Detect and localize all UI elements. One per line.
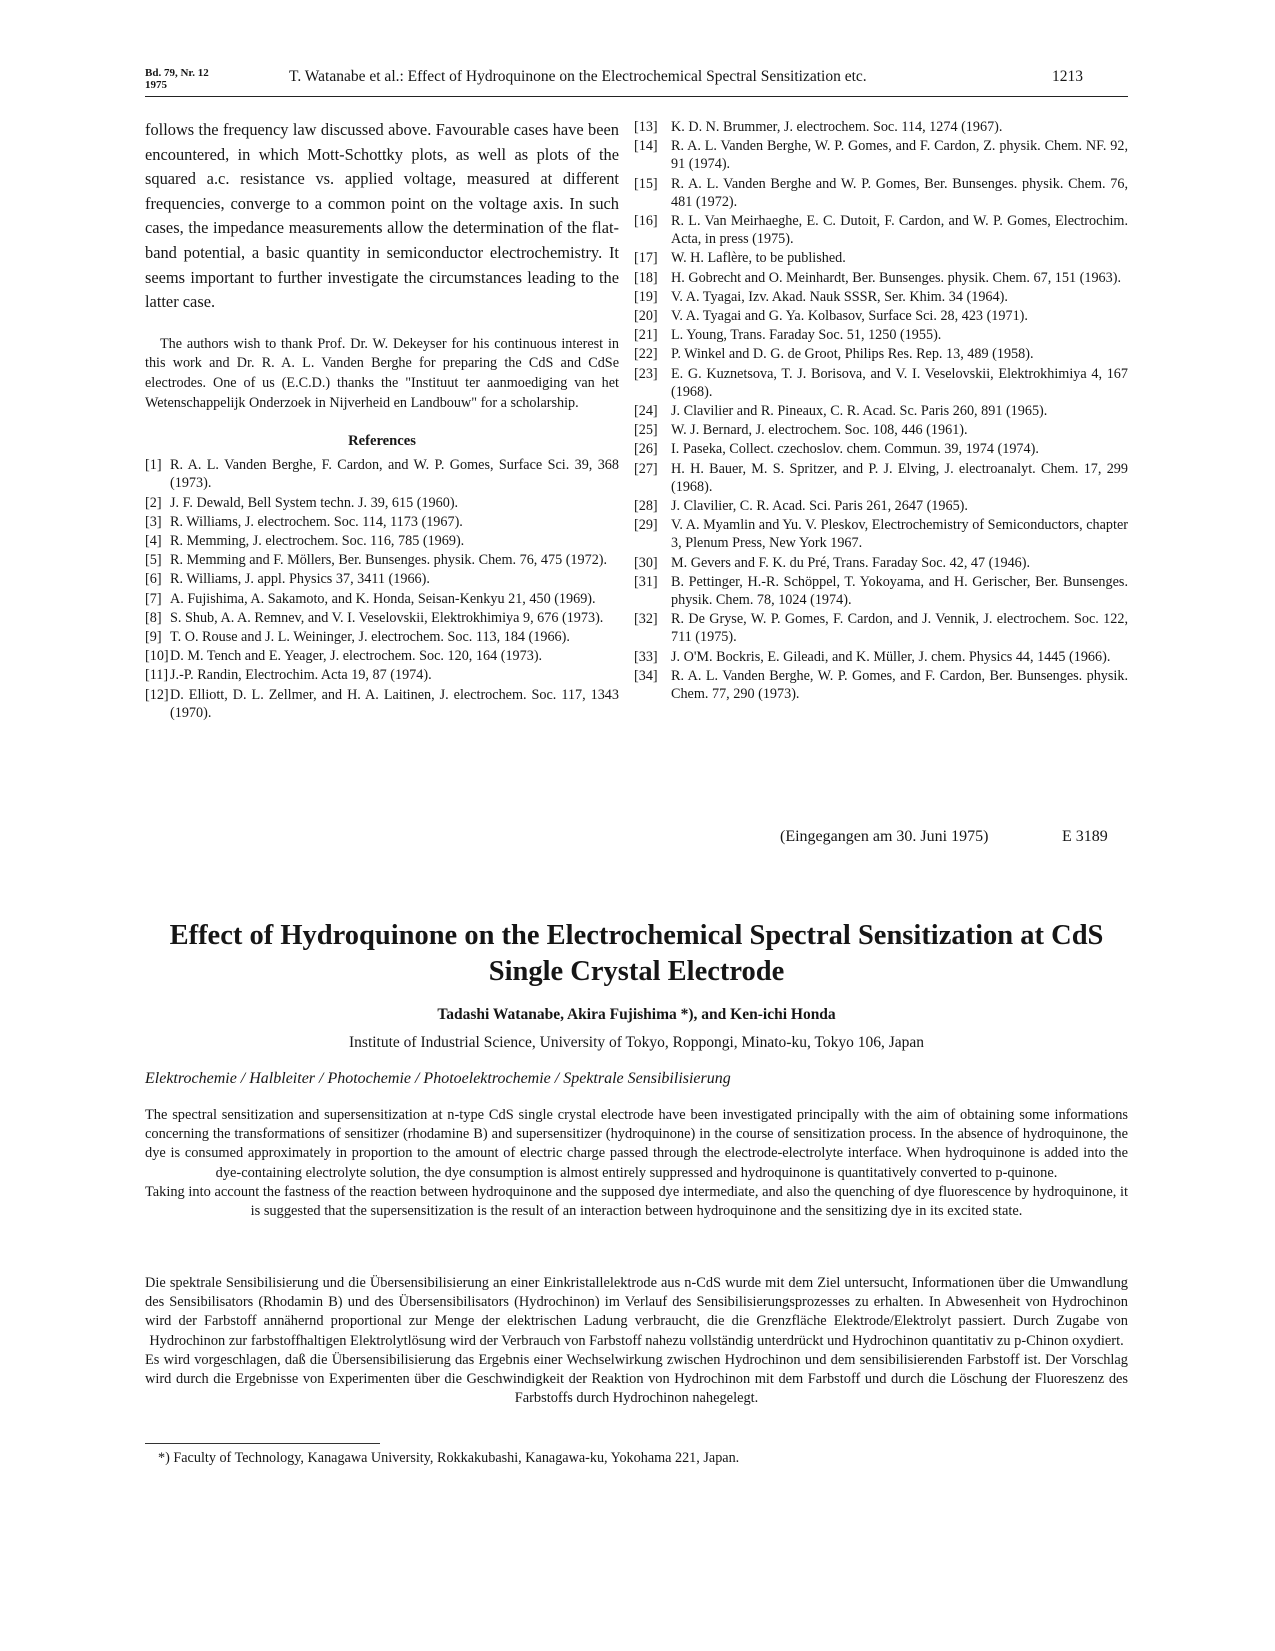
- reference-number: [32]: [634, 611, 658, 628]
- reference-text: B. Pettinger, H.-R. Schöppel, T. Yokoyama, and H. Gerischer, Ber. Bunsenges. physik. Chem. 78, 1024 (1974).: [671, 573, 1128, 609]
- reference-number: [33]: [634, 648, 658, 665]
- reference-item: [634, 440, 1128, 458]
- reference-text: R. De Gryse, W. P. Gomes, F. Cardon, and J. Vennik, J. electrochem. Soc. 122, 711 (1975).: [671, 611, 1128, 646]
- reference-text: R. A. L. Vanden Berghe and W. P. Gomes, Ber. Bunsenges. physik. Chem. 76, 481 (1972).: [671, 175, 1128, 210]
- reference-item: [634, 497, 1128, 515]
- reference-number: [17]: [634, 250, 658, 267]
- reference-text: J. O'M. Bockris, E. Gileadi, and K. Müller, J. chem. Physics 44, 1445 (1966).: [671, 648, 1111, 665]
- reference-number: [2]: [145, 494, 162, 511]
- reference-number: [24]: [634, 403, 658, 420]
- reference-item: [634, 345, 1128, 363]
- footnote: *) Faculty of Technology, Kanagawa University, Rokkakubashi, Kanagawa-ku, Yokohama 221, Japan.: [158, 1450, 740, 1466]
- reference-number: [18]: [634, 269, 658, 286]
- reference-number: [19]: [634, 288, 658, 305]
- reference-list-left: [145, 456, 619, 722]
- reference-item: [145, 647, 619, 665]
- reference-number: [15]: [634, 175, 658, 192]
- reference-number: [9]: [145, 628, 162, 645]
- reference-item: [634, 249, 1128, 267]
- reference-item: [634, 460, 1128, 496]
- reference-item: [634, 212, 1128, 248]
- article-authors: Tadashi Watanabe, Akira Fujishima *), and Ken-ichi Honda: [437, 1006, 836, 1023]
- previous-article-body: follows the frequency law discussed above. Favourable cases have been encountered, in which Mott-Schottky plots, as well as plots of the squared a.c. resistance vs. applied voltage, measured at different frequencies, converge to a common point on the voltage axis. In such cases, the impedance measurements allow the determination of the flat-band potential, a basic quantity in semiconductor electrochemistry. It seems important to further investigate the circumstances leading to the latter case.: [145, 120, 619, 312]
- reference-number: [11]: [145, 667, 169, 684]
- reference-item: [634, 516, 1128, 552]
- reference-number: [31]: [634, 573, 658, 590]
- reference-list-right: [634, 118, 1128, 703]
- reference-text: R. L. Van Meirhaeghe, E. C. Dutoit, F. Cardon, and W. P. Gomes, Electrochim. Acta, in press (1975).: [671, 213, 1128, 248]
- reference-number: [28]: [634, 498, 658, 515]
- reference-item: [634, 554, 1128, 572]
- reference-number: [27]: [634, 460, 658, 477]
- header-volume: Bd. 79, Nr. 12: [145, 67, 209, 79]
- acknowledgement: The authors wish to thank Prof. Dr. W. Dekeyser for his continuous interest in this work and Dr. R. A. L. Vanden Berghe for preparing the CdS and CdSe electrodes. One of us (E.C.D.) thanks the "Instituut ter aanmoediging van het Wetenschappelijk Onderzoek in Nijverheid en Landbouw" for a scholarship.: [145, 335, 619, 411]
- reference-text: R. Williams, J. appl. Physics 37, 3411 (1966).: [170, 571, 430, 588]
- reference-text: W. J. Bernard, J. electrochem. Soc. 108, 446 (1961).: [671, 422, 968, 439]
- reference-text: J. Clavilier and R. Pineaux, C. R. Acad. Sc. Paris 260, 891 (1965).: [671, 403, 1048, 420]
- abstract-english: [145, 1106, 1128, 1221]
- abstract-english-paragraph-1: The spectral sensitization and supersensitization at n-type CdS single crystal electrode have been investigated principally with the aim of obtaining some informations concerning the transformations of sensitizer (rhodamine B) and supersensitizer (hydroquinone) in the course of sensitization process. In the absence of hydroquinone, the dye is consumed approximately in proportion to the amount of electric charge passed through the electrode-electrolyte interface. When hydroquinone is added into the dye-containing electrolyte solution, the dye consumption is almost entirely suppressed and hydroquinone is quantitatively converted to p-quinone.: [145, 1107, 1128, 1181]
- reference-number: [3]: [145, 513, 162, 530]
- reference-number: [25]: [634, 422, 658, 439]
- reference-text: E. G. Kuznetsova, T. J. Borisova, and V. I. Veselovskii, Elektrokhimiya 4, 167 (1968).: [671, 365, 1128, 400]
- reference-number: [4]: [145, 532, 162, 549]
- reference-item: [145, 456, 619, 492]
- reference-item: [634, 667, 1128, 703]
- header-rule: [145, 96, 1128, 97]
- reference-number: [22]: [634, 346, 658, 363]
- reference-item: [634, 326, 1128, 344]
- header-year: 1975: [145, 79, 167, 91]
- reference-number: [8]: [145, 609, 162, 626]
- reference-number: [10]: [145, 648, 169, 665]
- reference-text: R. A. L. Vanden Berghe, W. P. Gomes, and F. Cardon, Z. physik. Chem. NF. 92, 91 (1974).: [671, 138, 1128, 173]
- abstract-german-paragraph-1: Die spektrale Sensibilisierung und die Übersensibilisierung an einer Einkristallelektrode aus n-CdS wurde mit dem Ziel untersucht, Informationen über die Umwandlung des Sensibilisators (Rhodamin B) und des Übersensibilisators (Hydrochinon) im Verlauf des Sensibilisierungsprozesses zu erhalten. In Abwesenheit von Hydrochinon wird der Farbstoff annähernd proportional zur Menge der elektrischen Ladung verbraucht, die die Grenzfläche Elektrode/Elektrolyt passiert. Durch Zugabe von Hydrochinon zur farbstoffhaltigen Elektrolytlösung wird der Verbrauch von Farbstoff nahezu vollständig unterdrückt und Hydrochinon quantitativ zu p-Chinon oxydiert.: [145, 1275, 1128, 1349]
- reference-text: R. Williams, J. electrochem. Soc. 114, 1173 (1967).: [170, 513, 463, 530]
- reference-text: R. A. L. Vanden Berghe, W. P. Gomes, and F. Cardon, Ber. Bunsenges. physik. Chem. 77, 290 (1973).: [671, 667, 1128, 703]
- abstract-german-paragraph-2: Es wird vorgeschlagen, daß die Übersensibilisierung das Ergebnis einer Wechselwirkung zwischen Hydrochinon und dem sensibilisierenden Farbstoff ist. Der Vorschlag wird durch die Ergebnisse von Experimenten über die Geschwindigkeit der Reaktion von Hydrochinon mit dem Farbstoff und durch die Löschung der Fluoreszenz des Farbstoffs durch Hydrochinon nahegelegt.: [145, 1351, 1128, 1407]
- article-institute: Institute of Industrial Science, University of Tokyo, Roppongi, Minato-ku, Tokyo 106, Japan: [349, 1034, 924, 1051]
- reference-text: M. Gevers and F. K. du Pré, Trans. Faraday Soc. 42, 47 (1946).: [671, 554, 1031, 571]
- reference-text: H. H. Bauer, M. S. Spritzer, and P. J. Elving, J. electroanalyt. Chem. 17, 299 (1968).: [671, 460, 1128, 495]
- reference-text: R. Memming, J. electrochem. Soc. 116, 785 (1969).: [170, 532, 465, 549]
- received-date: (Eingegangen am 30. Juni 1975): [780, 828, 989, 845]
- footnote-rule: [145, 1443, 380, 1444]
- reference-item: [634, 421, 1128, 439]
- reference-number: [21]: [634, 327, 658, 344]
- reference-text: L. Young, Trans. Faraday Soc. 51, 1250 (1955).: [671, 327, 942, 344]
- reference-item: [634, 573, 1128, 609]
- article-code: E 3189: [1062, 828, 1108, 845]
- reference-text: S. Shub, A. A. Remnev, and V. I. Veselovskii, Elektrokhimiya 9, 676 (1973).: [170, 609, 604, 626]
- reference-item: [145, 551, 619, 569]
- reference-item: [634, 137, 1128, 173]
- reference-item: [634, 648, 1128, 666]
- reference-text: V. A. Tyagai and G. Ya. Kolbasov, Surface Sci. 28, 423 (1971).: [671, 308, 1028, 325]
- abstract-german: [145, 1274, 1128, 1408]
- reference-item: [145, 666, 619, 684]
- reference-text: T. O. Rouse and J. L. Weininger, J. electrochem. Soc. 113, 184 (1966).: [170, 628, 570, 645]
- reference-text: I. Paseka, Collect. czechoslov. chem. Commun. 39, 1974 (1974).: [671, 441, 1039, 458]
- reference-text: D. M. Tench and E. Yeager, J. electrochem. Soc. 120, 164 (1973).: [170, 648, 543, 665]
- reference-item: [145, 494, 619, 512]
- reference-item: [145, 590, 619, 608]
- left-column: [145, 118, 619, 723]
- reference-number: [26]: [634, 441, 658, 458]
- reference-text: V. A. Tyagai, Izv. Akad. Nauk SSSR, Ser. Khim. 34 (1964).: [671, 288, 1008, 305]
- abstract-english-paragraph-2: Taking into account the fastness of the reaction between hydroquinone and the supposed dye intermediate, and also the quenching of dye fluorescence by hydroquinone, it is suggested that the supersensitization is the result of an interaction between hydroquinone and the sensitizing dye in its excited state.: [145, 1183, 1128, 1220]
- article-keywords: Elektrochemie / Halbleiter / Photochemie / Photoelektrochemie / Spektrale Sensibilisierung: [145, 1070, 731, 1087]
- reference-item: [634, 288, 1128, 306]
- reference-item: [634, 365, 1128, 401]
- reference-item: [145, 628, 619, 646]
- article-title: Effect of Hydroquinone on the Electrochemical Spectral Sensitization at CdS Single Crystal Electrode: [169, 920, 1104, 987]
- reference-number: [29]: [634, 517, 658, 534]
- reference-number: [14]: [634, 138, 658, 155]
- reference-text: J. Clavilier, C. R. Acad. Sci. Paris 261, 2647 (1965).: [671, 498, 968, 515]
- reference-number: [13]: [634, 119, 658, 135]
- reference-text: W. H. Laflère, to be published.: [671, 250, 846, 267]
- reference-number: [12]: [145, 686, 169, 703]
- reference-item: [145, 513, 619, 531]
- reference-text: R. A. L. Vanden Berghe, F. Cardon, and W. P. Gomes, Surface Sci. 39, 368 (1973).: [170, 457, 619, 492]
- reference-text: K. D. N. Brummer, J. electrochem. Soc. 114, 1274 (1967).: [671, 119, 1003, 135]
- reference-item: [145, 570, 619, 588]
- reference-number: [16]: [634, 213, 658, 230]
- running-title: T. Watanabe et al.: Effect of Hydroquinone on the Electrochemical Spectral Sensitization etc.: [289, 68, 867, 85]
- reference-item: [634, 118, 1128, 136]
- reference-text: D. Elliott, D. L. Zellmer, and H. A. Laitinen, J. electrochem. Soc. 117, 1343 (1970).: [170, 686, 619, 721]
- reference-text: J. F. Dewald, Bell System techn. J. 39, 615 (1960).: [170, 494, 459, 511]
- reference-text: V. A. Myamlin and Yu. V. Pleskov, Electrochemistry of Semiconductors, chapter 3, Plenum Press, New York 1967.: [671, 517, 1128, 552]
- right-column: [634, 118, 1128, 704]
- reference-item: [145, 532, 619, 550]
- reference-item: [634, 610, 1128, 646]
- reference-text: H. Gobrecht and O. Meinhardt, Ber. Bunsenges. physik. Chem. 67, 151 (1963).: [671, 269, 1121, 286]
- reference-item: [145, 686, 619, 722]
- reference-item: [634, 402, 1128, 420]
- reference-number: [6]: [145, 571, 162, 588]
- reference-item: [145, 609, 619, 627]
- reference-item: [634, 175, 1128, 211]
- reference-number: [7]: [145, 590, 162, 607]
- reference-text: J.-P. Randin, Electrochim. Acta 19, 87 (1974).: [170, 667, 432, 684]
- reference-item: [634, 269, 1128, 287]
- reference-number: [1]: [145, 457, 162, 474]
- reference-item: [634, 307, 1128, 325]
- header-volume-block: [145, 67, 235, 91]
- reference-number: [34]: [634, 667, 658, 684]
- references-heading: References: [348, 433, 416, 450]
- reference-text: P. Winkel and D. G. de Groot, Philips Res. Rep. 13, 489 (1958).: [671, 346, 1034, 363]
- reference-number: [20]: [634, 308, 658, 325]
- reference-number: [5]: [145, 552, 162, 569]
- reference-text: A. Fujishima, A. Sakamoto, and K. Honda, Seisan-Kenkyu 21, 450 (1969).: [170, 590, 596, 607]
- reference-text: R. Memming and F. Möllers, Ber. Bunsenges. physik. Chem. 76, 475 (1972).: [170, 552, 608, 569]
- page-number: 1213: [1052, 68, 1083, 85]
- reference-number: [30]: [634, 554, 658, 571]
- reference-number: [23]: [634, 365, 658, 382]
